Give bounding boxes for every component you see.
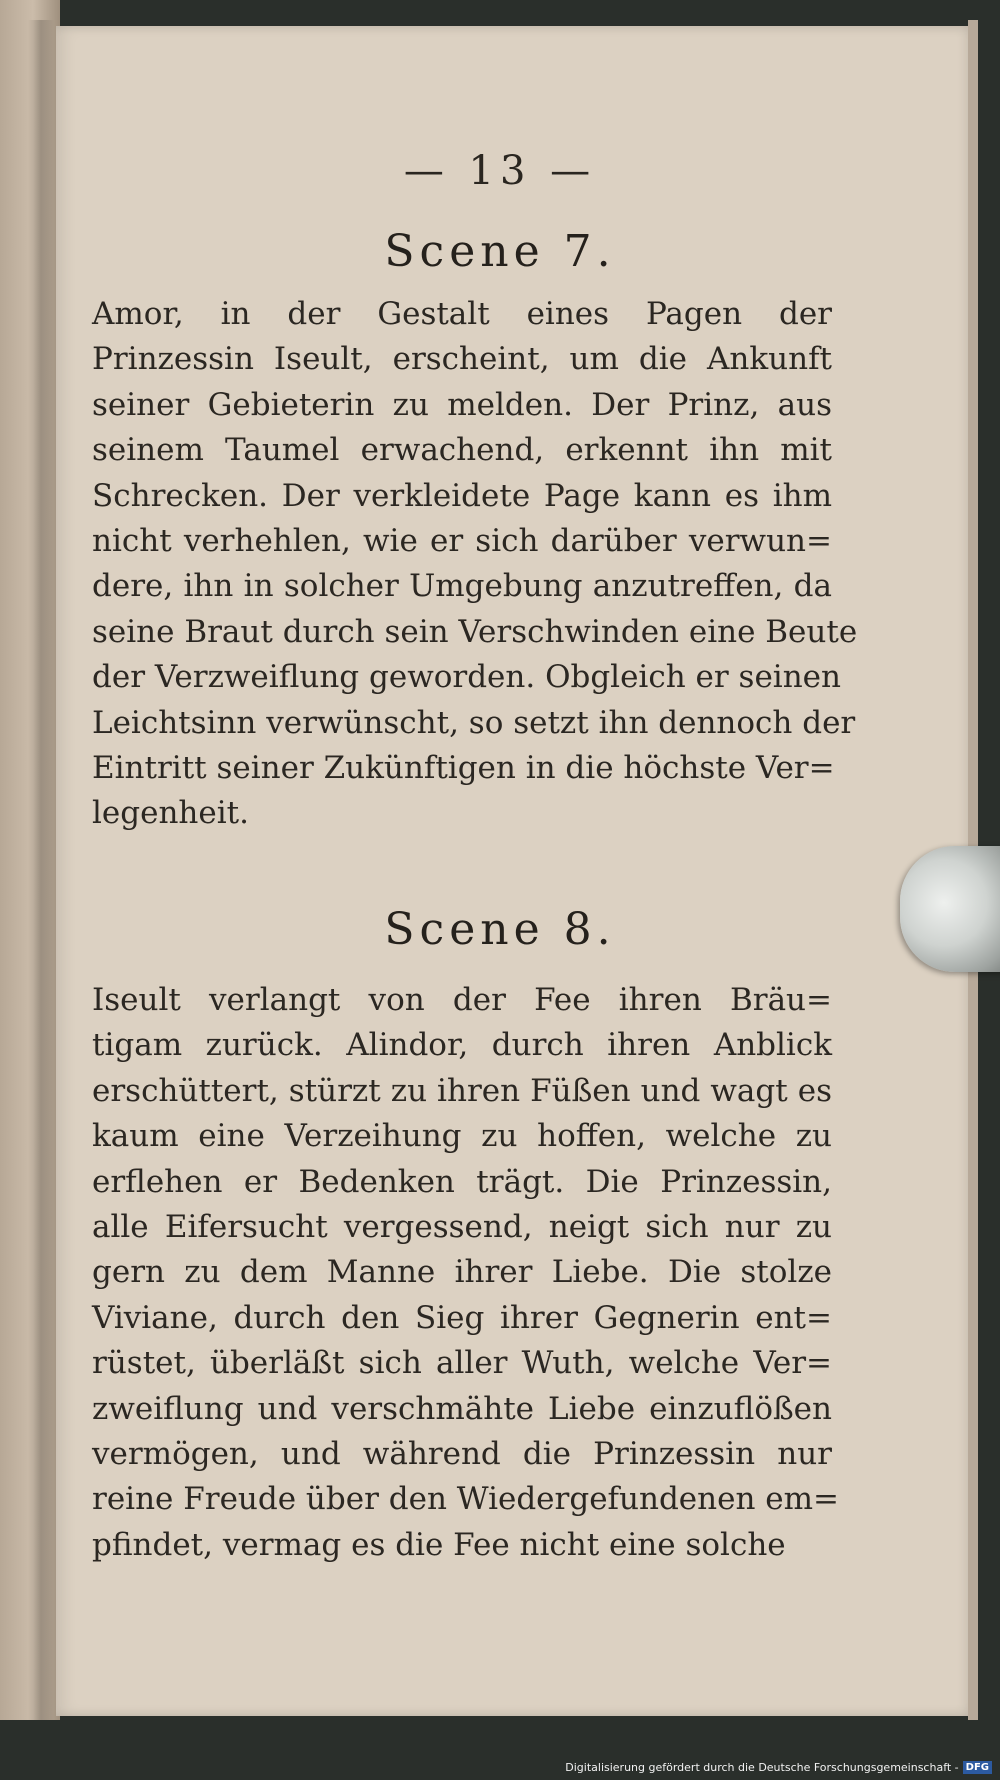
credit-text: Digitalisierung gefördert durch die Deutsche Forschungsgemeinschaft -	[565, 1761, 959, 1774]
page-number: — 13 —	[403, 148, 597, 194]
text-line: erflehen er Bedenken trägt. Die Prinzessin,	[92, 1163, 832, 1200]
text-line: seine Braut durch sein Verschwinden eine Beute	[92, 613, 858, 650]
text-line: zweiflung und verschmähte Liebe einzuflößen	[92, 1390, 832, 1427]
text-line: Amor, in der Gestalt eines Pagen der	[92, 296, 832, 332]
scene-8-paragraph	[92, 978, 839, 1568]
text-line: pfindet, vermag es die Fee nicht eine solche	[92, 1526, 786, 1563]
digitization-credit	[565, 1761, 992, 1774]
text-line: Iseult verlangt von der Fee ihren Bräu=	[92, 982, 832, 1018]
text-line: seinem Taumel erwachend, erkennt ihn mit	[92, 432, 832, 469]
text-line: Leichtsinn verwünscht, so setzt ihn dennoch der	[92, 704, 856, 741]
scene-7-paragraph	[92, 292, 858, 837]
text-line: dere, ihn in solcher Umgebung anzutreffen, da	[92, 568, 832, 605]
text-line: der Verzweiflung geworden. Obgleich er seinen	[92, 659, 841, 696]
text-line: seiner Gebieterin zu melden. Der Prinz, aus	[92, 386, 832, 423]
text-line: rüstet, überläßt sich aller Wuth, welche Ver=	[92, 1345, 832, 1382]
dfg-logo: DFG	[963, 1761, 992, 1774]
text-line: kaum eine Verzeihung zu hoffen, welche zu	[92, 1118, 832, 1155]
text-line: legenheit.	[92, 795, 249, 832]
text-line: vermögen, und während die Prinzessin nur	[92, 1435, 832, 1472]
text-line: erschüttert, stürzt zu ihren Füßen und wagt es	[92, 1072, 832, 1109]
text-line: Eintritt seiner Zukünftigen in die höchste Ver=	[92, 749, 835, 786]
scene-7-heading: Scene 7.	[384, 226, 616, 277]
text-line: Schrecken. Der verkleidete Page kann es ihm	[92, 477, 832, 514]
text-line: alle Eifersucht vergessend, neigt sich nur zu	[92, 1208, 832, 1245]
text-line: reine Freude über den Wiedergefundenen em=	[92, 1481, 839, 1518]
scene-8-heading: Scene 8.	[384, 904, 616, 955]
text-line: nicht verhehlen, wie er sich darüber verwun=	[92, 522, 832, 559]
text-line: Viviane, durch den Sieg ihrer Gegnerin ent=	[92, 1299, 832, 1336]
text-line: gern zu dem Manne ihrer Liebe. Die stolze	[92, 1254, 832, 1291]
text-line: tigam zurück. Alindor, durch ihren Anblick	[92, 1027, 832, 1064]
text-line: Prinzessin Iseult, erscheint, um die Ankunft	[92, 341, 832, 378]
